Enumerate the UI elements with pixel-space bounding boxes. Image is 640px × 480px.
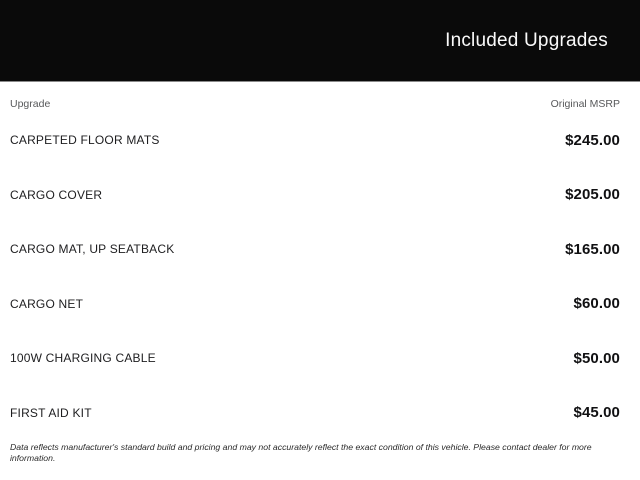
panel-header	[0, 0, 640, 82]
upgrade-name: FIRST AID KIT	[10, 405, 92, 420]
upgrade-price: $245.00	[565, 131, 620, 149]
table-row	[10, 168, 620, 223]
upgrade-name: CARGO COVER	[10, 187, 103, 202]
column-header-upgrade: Upgrade	[10, 98, 51, 110]
page-title: Included Upgrades	[445, 29, 608, 51]
upgrade-name: 100W CHARGING CABLE	[10, 351, 156, 366]
upgrade-name: CARGO MAT, UP SEATBACK	[10, 242, 175, 257]
upgrade-price: $45.00	[573, 404, 620, 422]
table-row	[10, 386, 620, 441]
table-row	[10, 222, 620, 277]
upgrade-name: CARPETED FLOOR MATS	[10, 133, 160, 148]
upgrade-price: $60.00	[573, 295, 620, 313]
upgrades-table	[0, 82, 640, 464]
column-header-msrp: Original MSRP	[550, 98, 620, 110]
upgrade-name: CARGO NET	[10, 296, 84, 311]
disclaimer-text: Data reflects manufacturer's standard build and pricing and may not accurately reflect the exact condition of this vehicle. Please contact dealer for more information.	[10, 442, 592, 463]
table-row	[10, 277, 620, 332]
table-row	[10, 331, 620, 386]
upgrade-price: $205.00	[565, 186, 620, 204]
table-header-row	[10, 82, 620, 113]
upgrade-price: $50.00	[573, 349, 620, 367]
table-row	[10, 113, 620, 168]
upgrade-price: $165.00	[565, 240, 620, 258]
